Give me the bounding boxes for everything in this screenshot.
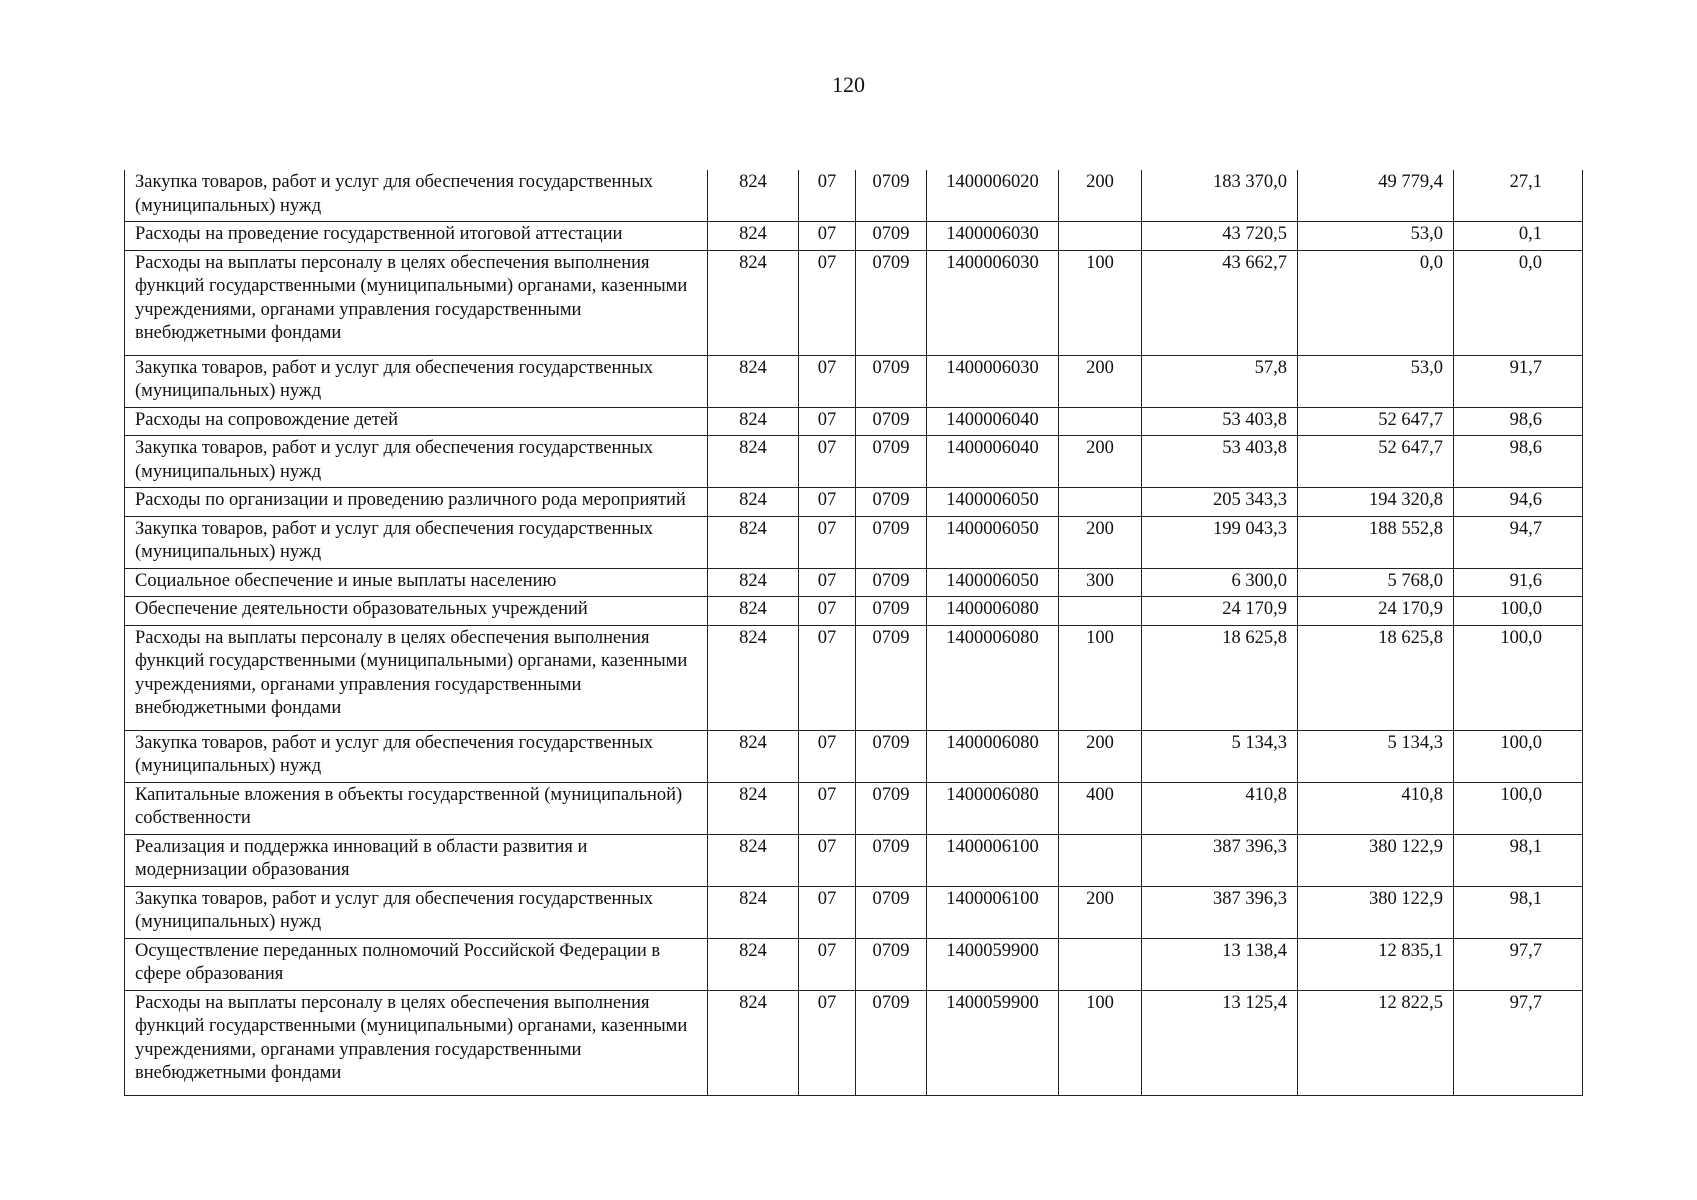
expense-name-cell: Расходы на выплаты персоналу в целях обеспечения выполнения функций государственными (муниципальными) органами, казенными учреждениями, органами управления государственными внебюджетными фондами bbox=[125, 250, 708, 355]
expense-name-cell: Закупка товаров, работ и услуг для обеспечения государственных (муниципальных) нужд bbox=[125, 436, 708, 488]
target-article-code-cell: 1400059900 bbox=[927, 938, 1059, 990]
department-code-cell: 824 bbox=[708, 516, 799, 568]
expense-type-code-cell bbox=[1059, 222, 1142, 251]
actual-amount-cell: 5 768,0 bbox=[1298, 568, 1454, 597]
expense-type-code-cell: 400 bbox=[1059, 782, 1142, 834]
department-code-cell: 824 bbox=[708, 222, 799, 251]
table-row bbox=[125, 834, 1583, 886]
subsection-code-cell: 0709 bbox=[856, 170, 927, 222]
expense-type-code-cell bbox=[1059, 597, 1142, 626]
table-row bbox=[125, 990, 1583, 1095]
actual-amount-cell: 380 122,9 bbox=[1298, 886, 1454, 938]
actual-amount-cell: 53,0 bbox=[1298, 355, 1454, 407]
department-code-cell: 824 bbox=[708, 250, 799, 355]
planned-amount-cell: 410,8 bbox=[1142, 782, 1298, 834]
planned-amount-cell: 24 170,9 bbox=[1142, 597, 1298, 626]
subsection-code-cell: 0709 bbox=[856, 407, 927, 436]
planned-amount-cell: 57,8 bbox=[1142, 355, 1298, 407]
subsection-code-cell: 0709 bbox=[856, 568, 927, 597]
expense-type-code-cell: 200 bbox=[1059, 516, 1142, 568]
expense-name-cell: Закупка товаров, работ и услуг для обеспечения государственных (муниципальных) нужд bbox=[125, 730, 708, 782]
table-row bbox=[125, 597, 1583, 626]
department-code-cell: 824 bbox=[708, 436, 799, 488]
section-code-cell: 07 bbox=[799, 407, 856, 436]
target-article-code-cell: 1400059900 bbox=[927, 990, 1059, 1095]
target-article-code-cell: 1400006040 bbox=[927, 436, 1059, 488]
execution-percent-cell: 98,6 bbox=[1454, 436, 1583, 488]
target-article-code-cell: 1400006030 bbox=[927, 355, 1059, 407]
planned-amount-cell: 43 662,7 bbox=[1142, 250, 1298, 355]
department-code-cell: 824 bbox=[708, 170, 799, 222]
target-article-code-cell: 1400006100 bbox=[927, 834, 1059, 886]
subsection-code-cell: 0709 bbox=[856, 834, 927, 886]
table-row bbox=[125, 407, 1583, 436]
expense-type-code-cell bbox=[1059, 488, 1142, 517]
expense-type-code-cell: 200 bbox=[1059, 886, 1142, 938]
expense-type-code-cell: 200 bbox=[1059, 436, 1142, 488]
expense-type-code-cell bbox=[1059, 834, 1142, 886]
planned-amount-cell: 6 300,0 bbox=[1142, 568, 1298, 597]
execution-percent-cell: 0,0 bbox=[1454, 250, 1583, 355]
target-article-code-cell: 1400006100 bbox=[927, 886, 1059, 938]
execution-percent-cell: 94,6 bbox=[1454, 488, 1583, 517]
expense-type-code-cell: 100 bbox=[1059, 250, 1142, 355]
expense-type-code-cell: 200 bbox=[1059, 730, 1142, 782]
target-article-code-cell: 1400006030 bbox=[927, 222, 1059, 251]
planned-amount-cell: 387 396,3 bbox=[1142, 834, 1298, 886]
expense-name-cell: Капитальные вложения в объекты государственной (муниципальной) собственности bbox=[125, 782, 708, 834]
execution-percent-cell: 0,1 bbox=[1454, 222, 1583, 251]
target-article-code-cell: 1400006030 bbox=[927, 250, 1059, 355]
subsection-code-cell: 0709 bbox=[856, 488, 927, 517]
execution-percent-cell: 100,0 bbox=[1454, 597, 1583, 626]
actual-amount-cell: 380 122,9 bbox=[1298, 834, 1454, 886]
target-article-code-cell: 1400006080 bbox=[927, 597, 1059, 626]
section-code-cell: 07 bbox=[799, 568, 856, 597]
subsection-code-cell: 0709 bbox=[856, 886, 927, 938]
table-row bbox=[125, 568, 1583, 597]
planned-amount-cell: 53 403,8 bbox=[1142, 436, 1298, 488]
section-code-cell: 07 bbox=[799, 730, 856, 782]
execution-percent-cell: 97,7 bbox=[1454, 938, 1583, 990]
actual-amount-cell: 53,0 bbox=[1298, 222, 1454, 251]
execution-percent-cell: 100,0 bbox=[1454, 782, 1583, 834]
section-code-cell: 07 bbox=[799, 782, 856, 834]
section-code-cell: 07 bbox=[799, 886, 856, 938]
execution-percent-cell: 91,6 bbox=[1454, 568, 1583, 597]
planned-amount-cell: 205 343,3 bbox=[1142, 488, 1298, 517]
subsection-code-cell: 0709 bbox=[856, 990, 927, 1095]
section-code-cell: 07 bbox=[799, 170, 856, 222]
section-code-cell: 07 bbox=[799, 597, 856, 626]
execution-percent-cell: 100,0 bbox=[1454, 625, 1583, 730]
department-code-cell: 824 bbox=[708, 625, 799, 730]
planned-amount-cell: 53 403,8 bbox=[1142, 407, 1298, 436]
section-code-cell: 07 bbox=[799, 250, 856, 355]
department-code-cell: 824 bbox=[708, 488, 799, 517]
execution-percent-cell: 91,7 bbox=[1454, 355, 1583, 407]
actual-amount-cell: 12 822,5 bbox=[1298, 990, 1454, 1095]
planned-amount-cell: 13 138,4 bbox=[1142, 938, 1298, 990]
department-code-cell: 824 bbox=[708, 568, 799, 597]
expense-type-code-cell: 100 bbox=[1059, 990, 1142, 1095]
table-row bbox=[125, 886, 1583, 938]
expense-name-cell: Обеспечение деятельности образовательных учреждений bbox=[125, 597, 708, 626]
department-code-cell: 824 bbox=[708, 886, 799, 938]
section-code-cell: 07 bbox=[799, 834, 856, 886]
target-article-code-cell: 1400006080 bbox=[927, 625, 1059, 730]
section-code-cell: 07 bbox=[799, 222, 856, 251]
table-row bbox=[125, 355, 1583, 407]
target-article-code-cell: 1400006040 bbox=[927, 407, 1059, 436]
table-row bbox=[125, 222, 1583, 251]
expense-type-code-cell bbox=[1059, 407, 1142, 436]
actual-amount-cell: 0,0 bbox=[1298, 250, 1454, 355]
table-row bbox=[125, 436, 1583, 488]
expense-type-code-cell: 200 bbox=[1059, 170, 1142, 222]
section-code-cell: 07 bbox=[799, 990, 856, 1095]
actual-amount-cell: 194 320,8 bbox=[1298, 488, 1454, 517]
subsection-code-cell: 0709 bbox=[856, 938, 927, 990]
execution-percent-cell: 98,1 bbox=[1454, 834, 1583, 886]
table-row bbox=[125, 488, 1583, 517]
department-code-cell: 824 bbox=[708, 730, 799, 782]
planned-amount-cell: 387 396,3 bbox=[1142, 886, 1298, 938]
planned-amount-cell: 199 043,3 bbox=[1142, 516, 1298, 568]
expense-name-cell: Расходы на выплаты персоналу в целях обеспечения выполнения функций государственными (муниципальными) органами, казенными учреждениями, органами управления государственными внебюджетными фондами bbox=[125, 625, 708, 730]
subsection-code-cell: 0709 bbox=[856, 355, 927, 407]
planned-amount-cell: 18 625,8 bbox=[1142, 625, 1298, 730]
section-code-cell: 07 bbox=[799, 355, 856, 407]
table-row bbox=[125, 170, 1583, 222]
section-code-cell: 07 bbox=[799, 488, 856, 517]
department-code-cell: 824 bbox=[708, 938, 799, 990]
subsection-code-cell: 0709 bbox=[856, 625, 927, 730]
subsection-code-cell: 0709 bbox=[856, 730, 927, 782]
table-row bbox=[125, 938, 1583, 990]
budget-expenditure-table bbox=[124, 170, 1583, 1096]
subsection-code-cell: 0709 bbox=[856, 782, 927, 834]
section-code-cell: 07 bbox=[799, 516, 856, 568]
department-code-cell: 824 bbox=[708, 834, 799, 886]
target-article-code-cell: 1400006080 bbox=[927, 782, 1059, 834]
execution-percent-cell: 98,6 bbox=[1454, 407, 1583, 436]
table-body bbox=[125, 170, 1583, 1095]
expense-type-code-cell: 200 bbox=[1059, 355, 1142, 407]
planned-amount-cell: 5 134,3 bbox=[1142, 730, 1298, 782]
actual-amount-cell: 49 779,4 bbox=[1298, 170, 1454, 222]
section-code-cell: 07 bbox=[799, 938, 856, 990]
expense-name-cell: Закупка товаров, работ и услуг для обеспечения государственных (муниципальных) нужд bbox=[125, 170, 708, 222]
expense-name-cell: Закупка товаров, работ и услуг для обеспечения государственных (муниципальных) нужд bbox=[125, 516, 708, 568]
execution-percent-cell: 94,7 bbox=[1454, 516, 1583, 568]
subsection-code-cell: 0709 bbox=[856, 516, 927, 568]
subsection-code-cell: 0709 bbox=[856, 222, 927, 251]
expense-name-cell: Расходы на выплаты персоналу в целях обеспечения выполнения функций государственными (муниципальными) органами, казенными учреждениями, органами управления государственными внебюджетными фондами bbox=[125, 990, 708, 1095]
execution-percent-cell: 97,7 bbox=[1454, 990, 1583, 1095]
actual-amount-cell: 188 552,8 bbox=[1298, 516, 1454, 568]
table-row bbox=[125, 625, 1583, 730]
actual-amount-cell: 410,8 bbox=[1298, 782, 1454, 834]
department-code-cell: 824 bbox=[708, 597, 799, 626]
planned-amount-cell: 43 720,5 bbox=[1142, 222, 1298, 251]
target-article-code-cell: 1400006050 bbox=[927, 488, 1059, 517]
target-article-code-cell: 1400006020 bbox=[927, 170, 1059, 222]
expense-name-cell: Расходы на сопровождение детей bbox=[125, 407, 708, 436]
actual-amount-cell: 52 647,7 bbox=[1298, 436, 1454, 488]
expense-name-cell: Реализация и поддержка инноваций в области развития и модернизации образования bbox=[125, 834, 708, 886]
actual-amount-cell: 24 170,9 bbox=[1298, 597, 1454, 626]
subsection-code-cell: 0709 bbox=[856, 250, 927, 355]
actual-amount-cell: 18 625,8 bbox=[1298, 625, 1454, 730]
subsection-code-cell: 0709 bbox=[856, 436, 927, 488]
department-code-cell: 824 bbox=[708, 407, 799, 436]
expense-type-code-cell: 300 bbox=[1059, 568, 1142, 597]
expense-name-cell: Закупка товаров, работ и услуг для обеспечения государственных (муниципальных) нужд bbox=[125, 886, 708, 938]
expense-name-cell: Закупка товаров, работ и услуг для обеспечения государственных (муниципальных) нужд bbox=[125, 355, 708, 407]
target-article-code-cell: 1400006050 bbox=[927, 568, 1059, 597]
department-code-cell: 824 bbox=[708, 782, 799, 834]
actual-amount-cell: 12 835,1 bbox=[1298, 938, 1454, 990]
expense-type-code-cell bbox=[1059, 938, 1142, 990]
actual-amount-cell: 5 134,3 bbox=[1298, 730, 1454, 782]
department-code-cell: 824 bbox=[708, 990, 799, 1095]
execution-percent-cell: 27,1 bbox=[1454, 170, 1583, 222]
expense-name-cell: Социальное обеспечение и иные выплаты населению bbox=[125, 568, 708, 597]
subsection-code-cell: 0709 bbox=[856, 597, 927, 626]
expense-type-code-cell: 100 bbox=[1059, 625, 1142, 730]
planned-amount-cell: 183 370,0 bbox=[1142, 170, 1298, 222]
expense-name-cell: Расходы по организации и проведению различного рода мероприятий bbox=[125, 488, 708, 517]
section-code-cell: 07 bbox=[799, 625, 856, 730]
execution-percent-cell: 98,1 bbox=[1454, 886, 1583, 938]
page-number: 120 bbox=[832, 72, 865, 97]
expense-name-cell: Расходы на проведение государственной итоговой аттестации bbox=[125, 222, 708, 251]
table-row bbox=[125, 782, 1583, 834]
target-article-code-cell: 1400006050 bbox=[927, 516, 1059, 568]
table-row bbox=[125, 516, 1583, 568]
actual-amount-cell: 52 647,7 bbox=[1298, 407, 1454, 436]
section-code-cell: 07 bbox=[799, 436, 856, 488]
execution-percent-cell: 100,0 bbox=[1454, 730, 1583, 782]
target-article-code-cell: 1400006080 bbox=[927, 730, 1059, 782]
table-row bbox=[125, 250, 1583, 355]
expense-name-cell: Осуществление переданных полномочий Российской Федерации в сфере образования bbox=[125, 938, 708, 990]
department-code-cell: 824 bbox=[708, 355, 799, 407]
table-row bbox=[125, 730, 1583, 782]
planned-amount-cell: 13 125,4 bbox=[1142, 990, 1298, 1095]
